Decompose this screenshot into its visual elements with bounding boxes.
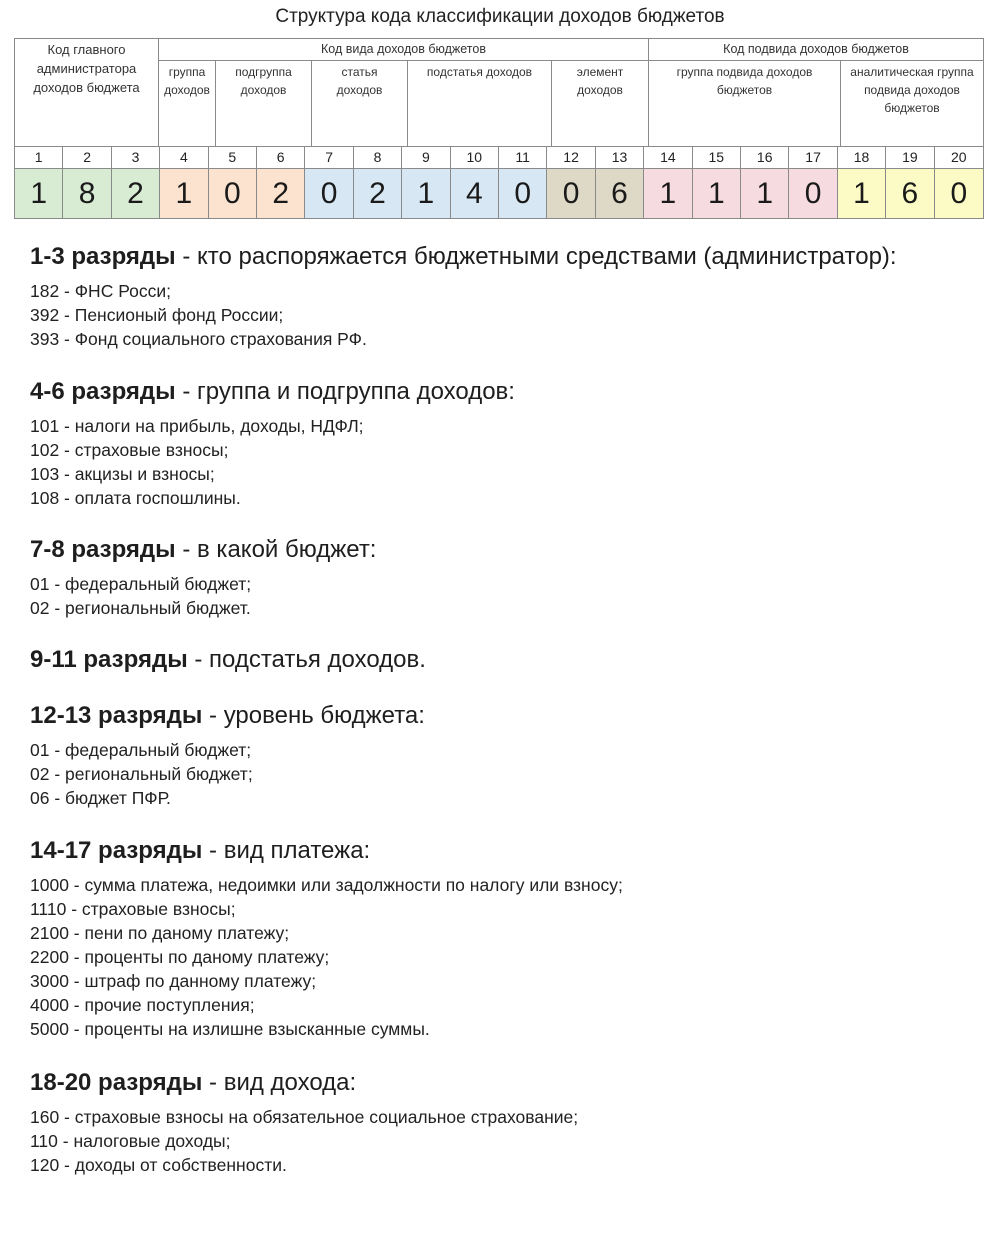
section-description: - кто распоряжается бюджетными средствами (администратор): <box>175 243 897 270</box>
section-description: - вид платежа: <box>202 837 371 864</box>
header-line: аналитическая группа <box>850 65 974 79</box>
header-line: статья <box>341 65 378 79</box>
position-number: 15 <box>693 147 741 169</box>
code-digit: 0 <box>305 169 353 218</box>
element-header <box>552 61 649 147</box>
header-line: подвида доходов <box>864 83 960 97</box>
section-item: 101 - налоги на прибыль, доходы, НДФЛ; <box>30 416 364 436</box>
section-heading <box>30 701 990 731</box>
budget-code-table <box>14 38 984 219</box>
section-item: 392 - Пенсионый фонд России; <box>30 305 284 325</box>
header-line: бюджетов <box>884 101 940 115</box>
section-heading <box>30 242 990 272</box>
section-description: - в какой бюджет: <box>175 536 377 563</box>
analytic-group-header <box>841 61 983 147</box>
position-number: 14 <box>644 147 692 169</box>
section-heading <box>30 1068 990 1098</box>
section-range: 7-8 разряды <box>30 536 176 563</box>
section <box>30 701 990 810</box>
code-digit: 1 <box>15 169 63 218</box>
code-digit: 2 <box>112 169 160 218</box>
section-item: 4000 - прочие поступления; <box>30 995 255 1015</box>
sections-list <box>30 242 990 1177</box>
code-digit: 0 <box>935 169 983 218</box>
position-number: 4 <box>160 147 208 169</box>
code-digit: 1 <box>402 169 450 218</box>
header-line: доходов <box>577 83 623 97</box>
code-digit: 2 <box>354 169 402 218</box>
admin-header <box>15 39 159 147</box>
section-heading <box>30 836 990 866</box>
section <box>30 836 990 1041</box>
section-item: 110 - налоговые доходы; <box>30 1131 231 1151</box>
section-item: 02 - региональный бюджет. <box>30 598 251 618</box>
subtype-group-header <box>649 61 841 147</box>
section-heading <box>30 645 990 675</box>
header-line: группа подвида доходов <box>676 65 813 79</box>
section-range: 1-3 разряды <box>30 243 176 270</box>
header-line: доходов <box>164 83 210 97</box>
section-item: 103 - акцизы и взносы; <box>30 464 215 484</box>
page-title: Структура кода классификации доходов бюджетов <box>275 6 725 27</box>
code-digit: 0 <box>789 169 837 218</box>
article-header <box>312 61 408 147</box>
income-subtype-header: Код подвида доходов бюджетов <box>649 39 983 61</box>
position-number: 2 <box>63 147 111 169</box>
position-number: 8 <box>354 147 402 169</box>
position-number: 18 <box>838 147 886 169</box>
position-number: 13 <box>596 147 644 169</box>
admin-header-line: Код главного <box>47 42 126 57</box>
section <box>30 377 990 510</box>
position-number: 19 <box>886 147 934 169</box>
code-digit: 0 <box>499 169 547 218</box>
code-digit: 4 <box>451 169 499 218</box>
section-item: 393 - Фонд социального страхования РФ. <box>30 329 367 349</box>
section-item: 182 - ФНС Росси; <box>30 281 171 301</box>
section-item: 01 - федеральный бюджет; <box>30 574 252 594</box>
code-digit: 6 <box>596 169 644 218</box>
position-number: 3 <box>112 147 160 169</box>
section-heading <box>30 535 990 565</box>
header-line: элемент <box>576 65 624 79</box>
section-description: - подстатья доходов. <box>187 646 426 673</box>
code-digit: 0 <box>209 169 257 218</box>
section-description: - уровень бюджета: <box>202 702 425 729</box>
header-line: бюджетов <box>716 83 773 97</box>
admin-header-line: администратора <box>36 61 137 76</box>
position-number: 1 <box>15 147 63 169</box>
section-range: 18-20 разряды <box>30 1069 203 1096</box>
section-item: 1110 - страховые взносы; <box>30 899 236 919</box>
position-number: 6 <box>257 147 305 169</box>
position-number: 9 <box>402 147 450 169</box>
section-item: 3000 - штраф по данному платежу; <box>30 971 317 991</box>
code-digit: 2 <box>257 169 305 218</box>
section-item: 5000 - проценты на излишне взысканные суммы. <box>30 1019 430 1039</box>
section-range: 14-17 разряды <box>30 837 203 864</box>
position-number: 7 <box>305 147 353 169</box>
section-range: 9-11 разряды <box>30 646 188 673</box>
code-digit: 1 <box>741 169 789 218</box>
section-range: 12-13 разряды <box>30 702 203 729</box>
section-item: 2200 - проценты по даному платежу; <box>30 947 330 967</box>
position-number: 16 <box>741 147 789 169</box>
section-item: 2100 - пени по даному платежу; <box>30 923 290 943</box>
position-number: 11 <box>499 147 547 169</box>
position-number: 10 <box>451 147 499 169</box>
position-number: 20 <box>935 147 983 169</box>
header-line: подстатья доходов <box>426 65 533 79</box>
code-digit: 1 <box>693 169 741 218</box>
section-item: 120 - доходы от собственности. <box>30 1155 287 1175</box>
subarticle-header <box>408 61 552 147</box>
admin-header-line: доходов бюджета <box>33 80 140 95</box>
header-line: доходов <box>240 83 287 97</box>
section-item: 02 - региональный бюджет; <box>30 764 253 784</box>
section-item: 102 - страховые взносы; <box>30 440 229 460</box>
section-item: 1000 - сумма платежа, недоимки или задолжности по налогу или взносу; <box>30 875 623 895</box>
section-item: 06 - бюджет ПФР. <box>30 788 171 808</box>
code-digit: 1 <box>160 169 208 218</box>
code-digit: 6 <box>886 169 934 218</box>
position-number: 5 <box>209 147 257 169</box>
header-line: подгруппа <box>235 65 292 79</box>
section-item: 01 - федеральный бюджет; <box>30 740 252 760</box>
section-description: - вид дохода: <box>202 1069 357 1096</box>
subgroup-header <box>216 61 312 147</box>
position-number: 12 <box>547 147 595 169</box>
group-header <box>159 61 216 147</box>
position-number: 17 <box>789 147 837 169</box>
section-range: 4-6 разряды <box>30 378 176 405</box>
header-line: доходов <box>336 83 383 97</box>
code-digit: 8 <box>63 169 111 218</box>
section <box>30 1068 990 1177</box>
code-digit: 1 <box>644 169 692 218</box>
income-type-header: Код вида доходов бюджетов <box>159 39 649 61</box>
header-line: группа <box>168 65 206 79</box>
section <box>30 645 990 675</box>
section-item: 160 - страховые взносы на обязательное социальное страхование; <box>30 1107 579 1127</box>
section-description: - группа и подгруппа доходов: <box>175 378 515 405</box>
section-heading <box>30 377 990 407</box>
section-item: 108 - оплата госпошлины. <box>30 488 241 508</box>
code-digit: 0 <box>547 169 595 218</box>
section <box>30 242 990 351</box>
code-digit: 1 <box>838 169 886 218</box>
section <box>30 535 990 620</box>
